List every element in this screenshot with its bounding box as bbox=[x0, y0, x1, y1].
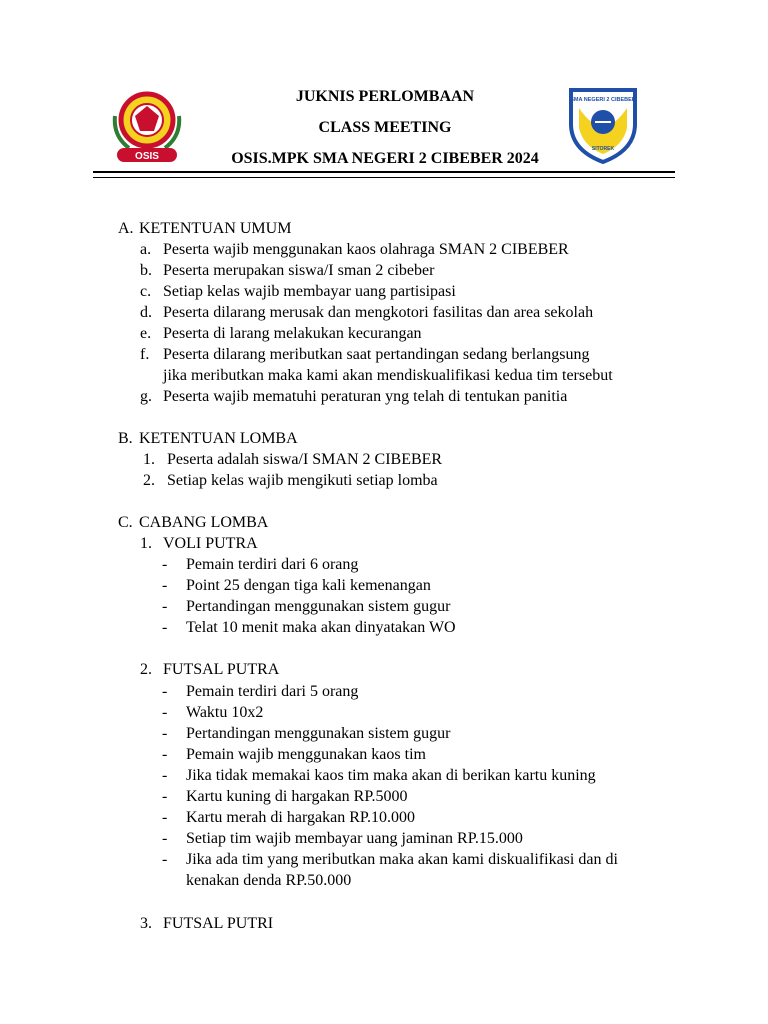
item-text: Peserta dilarang merusak dan mengkotori fasilitas dan area sekolah bbox=[163, 304, 594, 321]
bullet-marker: - bbox=[162, 556, 168, 573]
bullet-item-continuation: kenakan denda RP.50.000 bbox=[186, 872, 352, 889]
item-text: Peserta wajib menggunakan kaos olahraga SMAN 2 CIBEBER bbox=[163, 241, 569, 258]
school-crest-text-top: SMA NEGERI 2 CIBEBER bbox=[570, 97, 636, 103]
item-text: Peserta dilarang meributkan saat pertandingan sedang berlangsung bbox=[163, 346, 590, 363]
bullet-marker: - bbox=[162, 619, 168, 636]
item-text: Peserta merupakan siswa/I sman 2 cibeber bbox=[163, 262, 435, 279]
bullet-text: Setiap tim wajib membayar uang jaminan RP.15.000 bbox=[186, 830, 523, 847]
osis-logo-text: OSIS bbox=[135, 151, 159, 162]
school-crest-text-bottom: SITOREK bbox=[591, 146, 615, 152]
sub-title: VOLI PUTRA bbox=[163, 535, 258, 552]
bullet-marker: - bbox=[162, 788, 168, 805]
item-text: Peserta adalah siswa/I SMAN 2 CIBEBER bbox=[167, 451, 443, 468]
section-a-title: KETENTUAN UMUM bbox=[139, 220, 292, 237]
bullet-text: Pemain wajib menggunakan kaos tim bbox=[186, 746, 426, 763]
item-marker: g. bbox=[140, 388, 152, 405]
bullet-marker: - bbox=[162, 598, 168, 615]
bullet-text: Telat 10 menit maka akan dinyatakan WO bbox=[186, 619, 456, 636]
section-a-marker: A. bbox=[118, 220, 134, 237]
section-c-title: CABANG LOMBA bbox=[139, 514, 269, 531]
title-line-3: OSIS.MPK SMA NEGERI 2 CIBEBER 2024 bbox=[231, 150, 539, 167]
item-marker: f. bbox=[140, 346, 150, 363]
title-line-2: CLASS MEETING bbox=[318, 119, 452, 136]
item-text: Peserta di larang melakukan kecurangan bbox=[163, 325, 422, 342]
bullet-marker: - bbox=[162, 830, 168, 847]
header-rule-thick bbox=[93, 171, 675, 173]
section-b-title: KETENTUAN LOMBA bbox=[139, 430, 298, 447]
item-marker: c. bbox=[140, 283, 152, 300]
item-text: Setiap kelas wajib mengikuti setiap lomba bbox=[167, 472, 438, 489]
bullet-marker: - bbox=[162, 683, 168, 700]
bullet-text: Pemain terdiri dari 5 orang bbox=[186, 683, 359, 700]
header-rule-thin bbox=[93, 177, 675, 178]
document-header bbox=[95, 78, 675, 178]
bullet-text: Jika tidak memakai kaos tim maka akan di berikan kartu kuning bbox=[186, 767, 596, 784]
bullet-text: Pemain terdiri dari 6 orang bbox=[186, 556, 359, 573]
item-marker: 2. bbox=[143, 472, 155, 489]
list-item-continuation: jika meributkan maka kami akan mendiskualifikasi kedua tim tersebut bbox=[163, 367, 613, 384]
school-crest-icon bbox=[567, 84, 639, 164]
item-text: Setiap kelas wajib membayar uang partisipasi bbox=[163, 283, 456, 300]
sub-title: FUTSAL PUTRA bbox=[163, 661, 280, 678]
bullet-text: Pertandingan menggunakan sistem gugur bbox=[186, 725, 451, 742]
sub-marker: 3. bbox=[140, 915, 152, 932]
bullet-text: Waktu 10x2 bbox=[186, 704, 264, 721]
sub-marker: 1. bbox=[140, 535, 152, 552]
section-c-marker: C. bbox=[118, 514, 133, 531]
bullet-text: Point 25 dengan tiga kali kemenangan bbox=[186, 577, 431, 594]
bullet-text: Jika ada tim yang meributkan maka akan kami diskualifikasi dan di bbox=[186, 851, 618, 868]
bullet-marker: - bbox=[162, 809, 168, 826]
bullet-marker: - bbox=[162, 851, 168, 868]
sub-marker: 2. bbox=[140, 661, 152, 678]
bullet-marker: - bbox=[162, 704, 168, 721]
bullet-marker: - bbox=[162, 767, 168, 784]
bullet-text: Kartu kuning di hargakan RP.5000 bbox=[186, 788, 408, 805]
bullet-marker: - bbox=[162, 725, 168, 742]
section-b-marker: B. bbox=[118, 430, 133, 447]
bullet-marker: - bbox=[162, 746, 168, 763]
item-marker: b. bbox=[140, 262, 152, 279]
item-text: Peserta wajib mematuhi peraturan yng telah di tentukan panitia bbox=[163, 388, 568, 405]
bullet-text: Kartu merah di hargakan RP.10.000 bbox=[186, 809, 415, 826]
bullet-text: Pertandingan menggunakan sistem gugur bbox=[186, 598, 451, 615]
item-marker: d. bbox=[140, 304, 152, 321]
bullet-marker: - bbox=[162, 577, 168, 594]
title-line-1: JUKNIS PERLOMBAAN bbox=[295, 88, 475, 105]
item-marker: 1. bbox=[143, 451, 155, 468]
sub-title: FUTSAL PUTRI bbox=[163, 915, 274, 932]
item-marker: e. bbox=[140, 325, 152, 342]
item-marker: a. bbox=[140, 241, 152, 258]
